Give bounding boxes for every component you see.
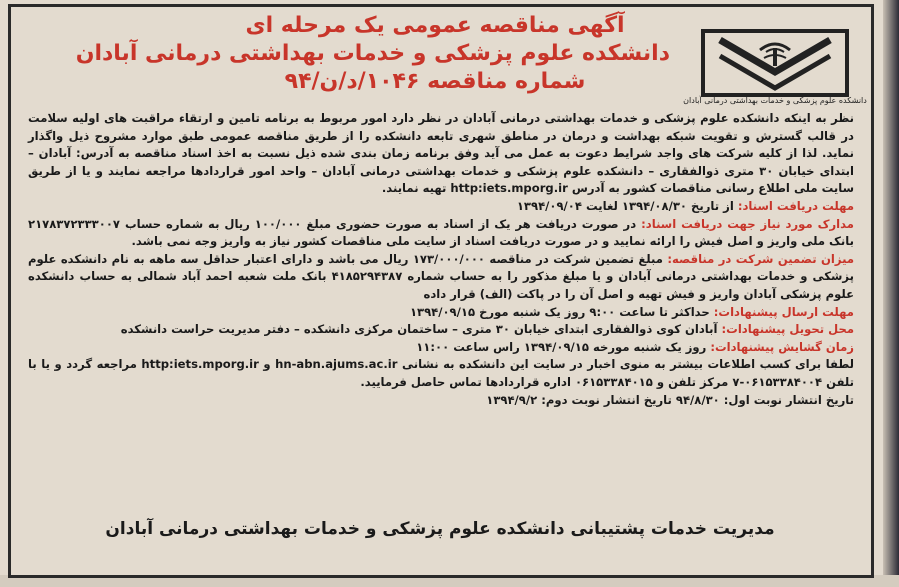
item-submission-deadline	[28, 304, 854, 322]
page-edge-shadow	[883, 0, 899, 587]
item-label: میزان تضمین شرکت در مناقصه:	[667, 251, 854, 266]
contact-paragraph: لطفا برای کسب اطلاعات بیشتر به منوی اخبار در سایت این دانشکده به نشانی hn-abn.ajums.ac.ir و http:iets.mporg.ir مراجعه گردد و یا با تلفن ۰۶۱۵۳۳۸۴۰۰۴-۷ مرکز تلفن و ۰۶۱۵۳۳۸۴۰۱۵ اداره قراردادها تماس حاصل فرمایید.	[28, 357, 855, 389]
item-label: مدارک مورد نیاز جهت دریافت اسناد:	[641, 216, 854, 231]
title-line-3: شماره مناقصه ۱۰۴۶/د/ن/۹۴	[284, 69, 586, 94]
ad-title	[75, 12, 670, 96]
logo-caption: دانشکده علوم پزشکی و خدمات بهداشتی درمانی آبادان	[683, 96, 867, 105]
item-text: از تاریخ ۱۳۹۴/۰۸/۳۰ لغایت ۱۳۹۴/۰۹/۰۴	[516, 198, 734, 213]
university-logo	[700, 28, 850, 98]
item-text: در صورت دریافت هر یک از اسناد به صورت حضوری مبلغ ۱۰۰/۰۰۰ ریال به شماره حساب ۲۱۷۸۳۷۲۳۳۳۰۰۷ بانک ملی واریز و اصل فیش را ارائه نمایید و در صورت دریافت اسناد از سایت ملی مناقصات کشور نیاز به واریز وجه نمی باشد.	[28, 216, 854, 249]
item-guarantee	[28, 251, 854, 304]
item-document-deadline	[28, 198, 854, 216]
item-label: زمان گشایش پیشنهادات:	[710, 339, 854, 354]
title-line-1: آگهی مناقصه عمومی یک مرحله ای	[245, 13, 625, 38]
intro-paragraph: نظر به اینکه دانشکده علوم پزشکی و خدمات بهداشتی درمانی آبادان در نظر دارد امور مربوط به برنامه تامین و ارتقاء مراقبت های اولیه سلامت در قالب گسترش و تقویت شبکه بهداشت و درمان در مناطق شهری تابعه دانشکده را از طریق مناقصه عمومی طبق موارد مشروح ذیل واگذار نماید. لذا از کلیه شرکت های واجد شرایط دعوت به عمل می آید وفق برنامه زمان بندی شده ذیل نسبت به اخذ اسناد مناقصه به آدرس: آبادان – ابتدای خیابان ۳۰ متری ذوالفقاری – دانشکده علوم پزشکی و خدمات بهداشتی درمانی آبادان – واحد امور قراردادها مراجعه نمایند و یا از طریق سایت ملی اطلاع رسانی مناقصات کشور به آدرس http:iets.mporg.ir تهیه نمایند.	[28, 111, 854, 196]
item-text: روز یک شنبه مورخه ۱۳۹۴/۰۹/۱۵ راس ساعت ۱۱:۰۰	[416, 339, 707, 354]
item-label: مهلت دریافت اسناد:	[737, 198, 854, 213]
item-text: مبلغ تضمین شرکت در مناقصه ۱۷۳/۰۰۰/۰۰۰ ریال می باشد و دارای اعتبار حداقل سه ماهه به نام دانشکده علوم پزشکی و خدمات بهداشتی درمانی آبادان و یا مبلغ مذکور را به حساب شماره ۴۱۸۵۲۹۴۳۸۷ بانک ملت شعبه احمد آباد شمالی به حساب دانشکده علوم پزشکی آبادان واریز و فیش تهیه و اصل آن را در پاکت (الف) قرار داده	[28, 251, 854, 301]
item-required-documents	[28, 216, 854, 251]
footer-signature: مدیریت خدمات پشتیبانی دانشکده علوم پزشکی و خدمات بهداشتی درمانی آبادان	[105, 519, 775, 539]
item-text: آبادان کوی ذوالفقاری ابتدای خیابان ۳۰ متری – ساختمان مرکزی دانشکده – دفتر مدیریت حراست دانشکده	[120, 322, 718, 337]
item-text: حداکثر تا ساعت ۹:۰۰ روز یک شنبه مورخ ۱۳۹۴/۰۹/۱۵	[409, 304, 710, 319]
publication-dates: تاریخ انتشار نوبت اول: ۹۴/۸/۳۰ تاریخ انتشار نوبت دوم: ۱۳۹۴/۹/۲	[486, 392, 854, 407]
item-label: مهلت ارسال پیشنهادات:	[713, 304, 854, 319]
ad-body	[28, 110, 854, 409]
title-line-2: دانشکده علوم پزشکی و خدمات بهداشتی درمانی آبادان	[75, 41, 670, 66]
item-opening-time	[28, 339, 854, 357]
item-submission-place	[28, 321, 854, 339]
item-label: محل تحویل پیشنهادات:	[721, 322, 854, 337]
